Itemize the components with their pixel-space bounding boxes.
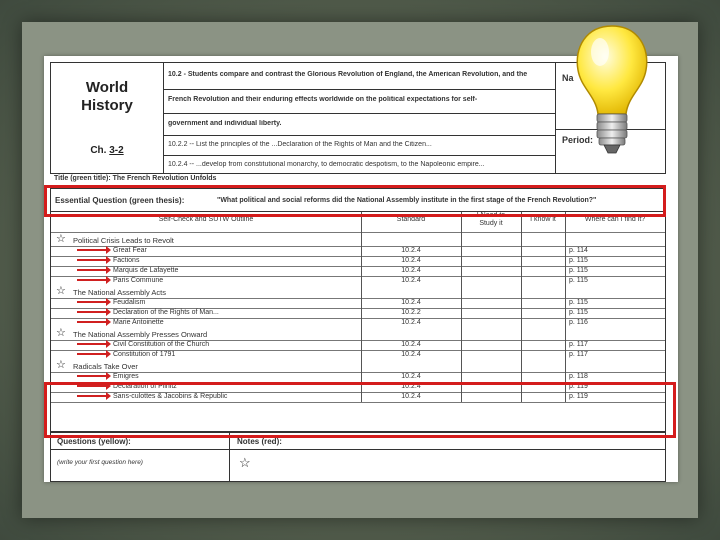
row-page: p. 115 — [569, 309, 588, 316]
section-header — [51, 360, 665, 372]
star-icon: ☆ — [56, 359, 66, 371]
arrow-icon — [77, 311, 107, 313]
table-row — [51, 350, 665, 360]
section-title: Political Crisis Leads to Revolt — [73, 236, 174, 245]
radicals-section-highlight — [44, 382, 676, 438]
table-row — [51, 298, 665, 308]
section-header — [51, 234, 665, 246]
table-row — [51, 276, 665, 286]
table-row — [51, 340, 665, 350]
row-standard: 10.2.4 — [401, 277, 421, 284]
row-standard: 10.2.2 — [401, 309, 421, 316]
course-title: World History — [81, 79, 133, 114]
section-title: The National Assembly Acts — [73, 288, 166, 297]
row-standard: 10.2.4 — [401, 373, 421, 380]
lightbulb-icon — [572, 22, 652, 172]
section-header — [51, 328, 665, 340]
arrow-icon — [77, 249, 107, 251]
row-label: Emigres — [113, 373, 139, 380]
table-row — [51, 372, 665, 382]
row-page: p. 115 — [569, 299, 588, 306]
title-text: Title (green title): The French Revolution Unfolds — [54, 175, 217, 182]
row-standard: 10.2.4 — [401, 267, 421, 274]
notes-area — [50, 432, 666, 482]
table-row — [51, 318, 665, 328]
chapter-label: Ch. 3-2 — [90, 145, 124, 156]
table-row — [51, 308, 665, 318]
table-row — [51, 256, 665, 266]
essential-question-highlight — [44, 185, 666, 217]
standard-line: 10.2 - Students compare and contrast the Glorious Revolution of England, the American Revolution, and the — [168, 71, 528, 78]
standard-line: French Revolution and their enduring effects worldwide on the political expectations for self- — [168, 96, 478, 103]
col-header-know: I know it — [530, 216, 556, 223]
questions-hint: (write your first question here) — [57, 459, 143, 466]
arrow-icon — [77, 301, 107, 303]
standards-box — [164, 62, 556, 174]
row-standard: 10.2.4 — [401, 319, 421, 326]
row-page: p. 115 — [569, 257, 588, 264]
arrow-icon — [77, 343, 107, 345]
row-label: Paris Commune — [113, 277, 164, 284]
arrow-icon — [77, 279, 107, 281]
col-header-where: Where can I find it? — [584, 216, 646, 223]
section-title: The National Assembly Presses Onward — [73, 330, 208, 339]
standard-line: government and individual liberty. — [168, 120, 282, 127]
arrow-icon — [77, 375, 107, 377]
row-label: Sans-culottes & Jacobins & Republic — [113, 393, 228, 400]
notes-label: Notes (red): — [237, 437, 282, 446]
arrow-icon — [77, 353, 107, 355]
essential-question-label: Essential Question (green thesis): — [55, 196, 185, 205]
row-standard: 10.2.4 — [401, 247, 421, 254]
row-label: Declaration of the Rights of Man... — [113, 309, 219, 316]
arrow-icon — [77, 321, 107, 323]
row-label: Marquis de Lafayette — [113, 267, 179, 274]
row-standard: 10.2.4 — [401, 393, 421, 400]
row-label: Declaration of Pilnitz — [113, 383, 177, 390]
row-standard: 10.2.4 — [401, 257, 421, 264]
row-page: p. 115 — [569, 277, 588, 284]
name-label: Na — [562, 73, 574, 83]
row-page: p. 116 — [569, 319, 588, 326]
section-title: Radicals Take Over — [73, 362, 138, 371]
row-page: p. 119 — [569, 393, 588, 400]
row-label: Constitution of 1791 — [113, 351, 176, 358]
questions-label: Questions (yellow): — [57, 437, 131, 446]
course-box — [50, 62, 164, 174]
row-standard: 10.2.4 — [401, 341, 421, 348]
standard-line: 10.2.4 -- ...develop from constitutional monarchy, to democratic despotism, to the Napoleonic empire... — [168, 161, 485, 168]
col-header-standard: Standard — [396, 216, 426, 223]
period-label: Period: — [562, 135, 594, 145]
star-icon: ☆ — [56, 285, 66, 297]
col-header-need: I Need to Study it — [476, 212, 506, 227]
row-page: p. 117 — [569, 341, 588, 348]
row-page: p. 117 — [569, 351, 588, 358]
row-standard: 10.2.4 — [401, 299, 421, 306]
row-label: Feudalism — [113, 299, 146, 306]
row-page: p. 114 — [569, 247, 588, 254]
star-icon: ☆ — [56, 327, 66, 339]
section-header — [51, 286, 665, 298]
row-page: p. 119 — [569, 383, 588, 390]
table-row — [51, 266, 665, 276]
row-standard: 10.2.4 — [401, 351, 421, 358]
arrow-icon — [77, 259, 107, 261]
row-label: Civil Constitution of the Church — [113, 341, 210, 348]
table-row — [51, 246, 665, 256]
row-label: Marie Antoinette — [113, 319, 164, 326]
row-page: p. 115 — [569, 267, 588, 274]
row-label: Factions — [113, 257, 140, 264]
star-icon: ☆ — [239, 455, 251, 470]
star-icon: ☆ — [56, 233, 66, 245]
row-label: Great Fear — [113, 247, 147, 254]
standard-line: 10.2.2 -- List the principles of the ...Declaration of the Rights of Man and the Citizen... — [168, 141, 432, 148]
arrow-icon — [77, 269, 107, 271]
col-header-outline: Self-Check and SUTW Outline — [158, 216, 254, 223]
essential-question-text: "What political and social reforms did the National Assembly institute in the first stage of the French Revolution?" — [217, 197, 597, 204]
row-page: p. 118 — [569, 373, 588, 380]
row-standard: 10.2.4 — [401, 383, 421, 390]
